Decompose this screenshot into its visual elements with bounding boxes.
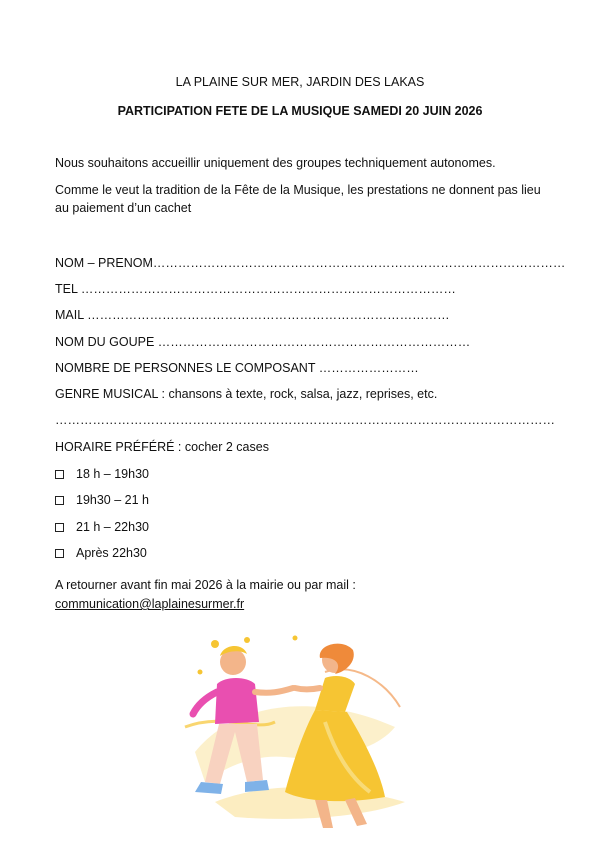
field-nom-prenom[interactable]: NOM – PRENOM……………………………………………………………………………………… [55, 256, 566, 270]
horaire-option-label: 21 h – 22h30 [76, 520, 149, 534]
field-tel[interactable]: TEL ……………………………………………………………………………… [55, 282, 456, 296]
horaire-option-label: Après 22h30 [76, 546, 147, 560]
intro-paragraph-2-line-2: au paiement d’un cachet [55, 201, 192, 215]
checkbox-icon[interactable] [55, 549, 64, 558]
field-nom-groupe[interactable]: NOM DU GOUPE ………………………………………………………………… [55, 335, 471, 349]
field-mail[interactable]: MAIL …………………………………………………………………………… [55, 308, 450, 322]
horaire-option-label: 19h30 – 21 h [76, 493, 149, 507]
horaire-option-1[interactable] [55, 466, 149, 482]
horaire-option-2[interactable] [55, 492, 149, 508]
horaire-label: HORAIRE PRÉFÉRÉ : cocher 2 cases [55, 440, 269, 454]
field-genre-musical-line[interactable]: ………………………………………………………………………………………………………… [55, 413, 555, 427]
horaire-option-label: 18 h – 19h30 [76, 467, 149, 481]
field-nombre-personnes[interactable]: NOMBRE DE PERSONNES LE COMPOSANT …………………… [55, 361, 419, 375]
horaire-option-4[interactable] [55, 545, 147, 561]
page-title: PARTICIPATION FETE DE LA MUSIQUE SAMEDI 20 JUIN 2026 [117, 104, 483, 118]
intro-paragraph-1: Nous souhaitons accueillir uniquement des groupes techniquement autonomes. [55, 156, 496, 170]
checkbox-icon[interactable] [55, 496, 64, 505]
intro-paragraph-2-line-1: Comme le veut la tradition de la Fête de la Musique, les prestations ne donnent pas lieu [55, 183, 541, 197]
return-instructions: A retourner avant fin mai 2026 à la mairie ou par mail : [55, 578, 356, 592]
field-genre-musical-label: GENRE MUSICAL : chansons à texte, rock, salsa, jazz, reprises, etc. [55, 387, 438, 401]
contact-email-link[interactable]: communication@laplainesurmer.fr [55, 597, 245, 611]
checkbox-icon[interactable] [55, 523, 64, 532]
horaire-option-3[interactable] [55, 519, 149, 535]
location-heading: LA PLAINE SUR MER, JARDIN DES LAKAS [175, 75, 425, 89]
checkbox-icon[interactable] [55, 470, 64, 479]
dancing-couple-icon [175, 632, 420, 842]
